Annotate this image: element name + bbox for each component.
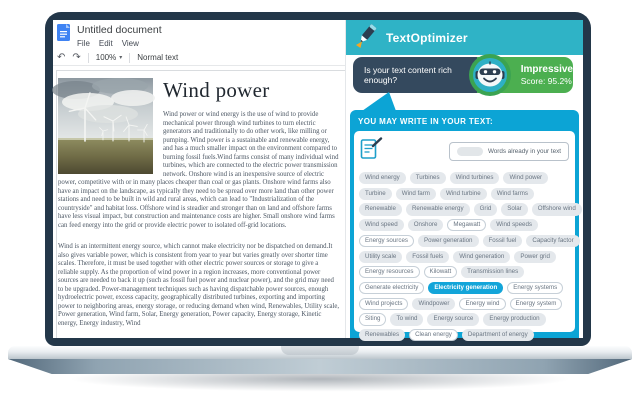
keyword-pill[interactable]: Capacity factor [526, 235, 579, 247]
keyword-pill[interactable]: Wind generation [453, 251, 510, 263]
robot-mascot-icon [468, 53, 512, 97]
chevron-down-icon: ▾ [119, 55, 123, 61]
toolbar-divider [88, 53, 89, 63]
keyword-row [359, 188, 570, 200]
text-report-icon [360, 137, 383, 165]
keyword-pill[interactable]: Renewable [359, 203, 402, 215]
score-question: Is your text content rich enough? [353, 57, 477, 93]
score-banner [353, 57, 573, 93]
keyword-pill[interactable]: Energy source [427, 313, 479, 325]
keyword-pill[interactable]: Turbine [359, 188, 392, 200]
zoom-select[interactable]: 100% ▾ [95, 53, 123, 62]
google-docs-icon [57, 24, 70, 46]
doc-paragraph: Wind power or wind energy is the use of wind to provide mechanical power through wind turbines to turn electric generators and traditionally to do other work, like milling or pumping. Wind power is a sustainable and renewable energy, and has a much smaller impact on the environment compared to burning fossil fuels.Wind farms consist of many individual wind turbines, which are connected to the electric power transmission network. Onshore wind is an inexpensive source of electric power, competitive with or in many places cheaper than coal or gas plants. Onshore wind farms also have an impact on the landscape, as typically they need to be spread over more land than other power stations and need to be built in wild and rural areas, which can lead to "Industrialization of the countryside" and habitat loss. Offshore wind is steadier and stronger than on land and offshore farms have less visual impact, but construction and maintenance costs are higher. Small onshore wind farms can feed energy into the grid or provide electric power to isolated off-grid locations. [58, 111, 339, 229]
keyword-pill[interactable]: Solar [501, 203, 527, 215]
score-verdict: Impressive [520, 64, 573, 75]
keyword-pill[interactable]: Onshore [408, 219, 444, 231]
keywords-card [354, 131, 576, 339]
section-title: YOU MAY WRITE IN YOUR TEXT: [358, 117, 494, 126]
google-docs-window [53, 20, 345, 338]
keyword-pill[interactable]: Wind speeds [490, 219, 538, 231]
score-value: Score: 95.2% [520, 76, 572, 86]
keyword-pill[interactable]: To wind [390, 313, 423, 325]
toolbar-separator [53, 65, 345, 66]
keyword-pill[interactable]: Energy production [483, 313, 545, 325]
menu-bar [77, 39, 162, 48]
laptop-base [8, 346, 632, 359]
keyword-pill[interactable]: Electricity generation [428, 282, 503, 294]
laptop-screen [45, 12, 591, 346]
keyword-row [359, 219, 570, 231]
keyword-pill[interactable]: Energy systems [507, 282, 563, 294]
keyword-pill[interactable]: Department of energy [462, 329, 534, 341]
keyword-pill[interactable]: Generate electricity [359, 282, 424, 294]
speech-bubble-tail [362, 92, 396, 111]
keyword-row [359, 235, 574, 247]
keyword-pill[interactable]: Wind power [503, 172, 548, 184]
keyword-pill[interactable]: Windpower [412, 298, 455, 310]
keyword-row [359, 172, 570, 184]
document-page[interactable] [56, 70, 345, 338]
keyword-pill[interactable]: Transmission lines [461, 266, 524, 278]
keyword-pill[interactable]: Offshore wind [532, 203, 582, 215]
keyword-pill[interactable]: Clean energy [409, 329, 458, 341]
keyword-pill[interactable]: Power grid [514, 251, 556, 263]
laptop-notch [281, 346, 359, 355]
extension-title: TextOptimizer [386, 30, 468, 45]
menu-view[interactable]: View [121, 39, 139, 48]
pencil-rocket-logo-icon [354, 22, 378, 54]
keyword-pill[interactable]: Wind projects [359, 298, 408, 310]
keyword-pills [359, 172, 576, 341]
toolbar-divider [129, 53, 130, 63]
docs-header [57, 24, 162, 48]
keyword-row [359, 313, 570, 325]
keyword-pill[interactable]: Siting [359, 313, 386, 325]
legend-label: Words already in your text [487, 147, 561, 155]
keyword-pill[interactable]: Wind speed [359, 219, 404, 231]
laptop-base-underside [8, 359, 632, 374]
keyword-pill[interactable]: Renewables [359, 329, 405, 341]
docs-toolbar [57, 51, 178, 64]
keyword-pill[interactable]: Megawatt [447, 219, 486, 231]
keyword-row [359, 282, 570, 294]
redo-icon[interactable]: ↷ [72, 51, 81, 63]
keyword-pill[interactable]: Energy system [510, 298, 563, 310]
doc-paragraph: Wind is an intermittent energy source, which cannot make electricity nor be dispatched on demand.It also gives variable power, which is consistent from year to year but varies greatly over shorter time scales. Therefore, it must be used together with other electric power sources or storage to give a reliable supply. As the proportion of wind power in a region increases, more conventional power sources are needed to back it up (such as fossil fuel power and nuclear power), and the grid may need to be upgraded. Power-management techniques such as having dispatchable power sources, enough hydroelectric power, excess capacity, geographically distributed turbines, exporting and importing power to neighboring areas, energy storage, or reducing demand when wind, Renewables, Utility scale, Power generation, Wind farm, Solar, Energy generation, Power capacity, Energy storage, Kinetic energy, Energy industry, Wind [58, 243, 340, 327]
document-title[interactable]: Untitled document [77, 24, 162, 36]
textoptimizer-panel [345, 20, 583, 338]
used-word-swatch [457, 147, 483, 156]
keyword-pill[interactable]: Grid [474, 203, 498, 215]
keyword-pill[interactable]: Kilowatt [424, 266, 458, 278]
keyword-row [359, 266, 570, 278]
keyword-row [359, 203, 576, 215]
keyword-row [359, 298, 570, 310]
keyword-pill[interactable]: Energy resources [359, 266, 420, 278]
keyword-row [359, 251, 570, 263]
keyword-pill[interactable]: Fossil fuels [406, 251, 449, 263]
keyword-pill[interactable]: Wind turbines [450, 172, 500, 184]
keyword-pill[interactable]: Utility scale [359, 251, 402, 263]
wind-turbines-photo [58, 78, 153, 174]
paragraph-style-select[interactable]: Normal text [137, 53, 179, 62]
keyword-pill[interactable]: Energy wind [459, 298, 505, 310]
undo-icon[interactable]: ↶ [57, 51, 66, 63]
legend-box [449, 142, 569, 161]
keyword-row [359, 329, 570, 341]
keyword-pill[interactable]: Wind farms [491, 188, 534, 200]
suggestions-section [350, 110, 579, 338]
menu-file[interactable]: File [77, 39, 90, 48]
keyword-pill[interactable]: Power generation [418, 235, 479, 247]
menu-edit[interactable]: Edit [98, 39, 113, 48]
keyword-pill[interactable]: Turbines [410, 172, 446, 184]
doc-heading: Wind power [163, 78, 270, 102]
keyword-pill[interactable]: Wind energy [359, 172, 406, 184]
keyword-pill[interactable]: Energy sources [359, 235, 414, 247]
legend-row [360, 137, 569, 165]
keyword-pill[interactable]: Wind farm [396, 188, 436, 200]
keyword-pill[interactable]: Wind turbine [440, 188, 487, 200]
keyword-pill[interactable]: Fossil fuel [483, 235, 523, 247]
keyword-pill[interactable]: Renewable energy [406, 203, 470, 215]
extension-header [346, 20, 583, 55]
